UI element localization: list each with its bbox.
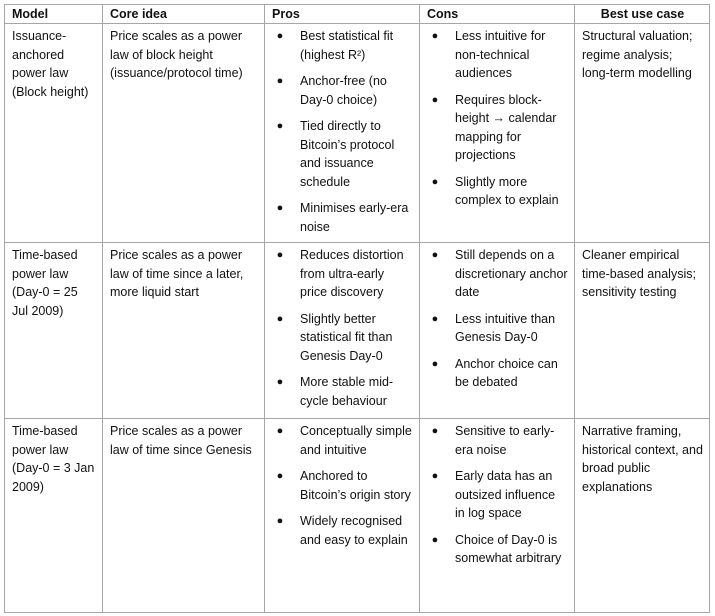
best-use-case-cell: Narrative framing, historical context, and broad public explanations [575, 419, 710, 613]
best-use-case-cell: Structural valuation; regime analysis; long-term modelling [575, 24, 710, 243]
pros-cell [265, 24, 420, 243]
list-item [272, 422, 413, 459]
cons-cell [420, 243, 575, 419]
table-row [5, 243, 710, 419]
list-item [272, 373, 413, 410]
model-cell: Issuance-anchored power law (Block height) [5, 24, 103, 243]
con-text: Choice of Day-0 is somewhat arbitrary [455, 532, 562, 565]
bullet-icon: ● [431, 357, 439, 370]
list-item [272, 467, 413, 504]
bullet-icon: ● [431, 312, 439, 325]
bullet-icon: ● [431, 533, 439, 546]
con-text: Still depends on a discretionary anchor date [455, 248, 568, 299]
header-core-idea: Core idea [103, 5, 265, 24]
pros-list [272, 27, 413, 236]
core-idea-cell: Price scales as a power law of time since Genesis [103, 419, 265, 613]
pros-cell [265, 419, 420, 613]
pro-text: Widely recognised and easy to explain [300, 514, 408, 547]
model-cell: Time-based power law (Day-0 = 25 Jul 2009) [5, 243, 103, 419]
pro-text: Slightly better statistical fit than Genesis Day-0 [300, 311, 393, 363]
con-text: Early data has an outsized influence in log space [455, 469, 556, 520]
pro-text: Conceptually simple and intuitive [300, 424, 412, 457]
bullet-icon: ● [431, 175, 439, 188]
core-idea-cell: Price scales as a power law of block height (issuance/protocol time) [103, 24, 265, 243]
list-item [427, 310, 568, 347]
list-item [427, 91, 568, 165]
bullet-icon: ● [431, 30, 439, 42]
list-item [427, 246, 568, 302]
cons-cell [420, 419, 575, 613]
list-item [272, 117, 413, 191]
list-item [427, 467, 568, 523]
pro-text: Reduces distortion from ultra-early price discovery [300, 248, 404, 299]
model-cell: Time-based power law (Day-0 = 3 Jan 2009) [5, 419, 103, 613]
core-idea-cell: Price scales as a power law of time since a later, more liquid start [103, 243, 265, 419]
table-row [5, 419, 710, 613]
cons-cell [420, 24, 575, 243]
pro-text: Best statistical fit (highest R²) [300, 29, 394, 62]
bullet-icon: ● [276, 376, 284, 388]
bullet-icon: ● [276, 75, 284, 87]
con-text: Requires block-height → calendar mapping for projections [455, 92, 557, 162]
con-text: Anchor choice can be debated [455, 356, 558, 389]
bullet-icon: ● [431, 249, 439, 261]
con-text: Less intuitive than Genesis Day-0 [455, 311, 556, 344]
bullet-icon: ● [276, 515, 284, 527]
cons-list [427, 246, 568, 392]
bullet-icon: ● [276, 249, 284, 261]
con-text: Slightly more complex to explain [455, 174, 559, 207]
bullet-icon: ● [431, 470, 439, 482]
best-use-case-cell: Cleaner empirical time-based analysis; sensitivity testing [575, 243, 710, 419]
pro-text: Anchored to Bitcoin’s origin story [300, 469, 411, 502]
pro-text: More stable mid-cycle behaviour [300, 375, 394, 408]
pros-list [272, 422, 413, 549]
list-item [427, 355, 568, 392]
cons-list [427, 422, 568, 568]
bullet-icon: ● [276, 470, 284, 482]
bullet-icon: ● [276, 312, 284, 325]
bullet-icon: ● [276, 425, 284, 437]
list-item [272, 199, 413, 236]
list-item [272, 512, 413, 549]
header-model: Model [5, 5, 103, 24]
pro-text: Tied directly to Bitcoin’s protocol and issuance schedule [300, 119, 395, 189]
header-cons: Cons [420, 5, 575, 24]
list-item [427, 422, 568, 459]
con-text: Sensitive to early-era noise [455, 424, 555, 457]
header-pros: Pros [265, 5, 420, 24]
list-item [272, 72, 413, 109]
bullet-icon: ● [276, 202, 284, 214]
list-item [427, 531, 568, 568]
list-item [427, 173, 568, 210]
list-item [427, 27, 568, 83]
header-row [5, 5, 710, 24]
pro-text: Anchor-free (no Day-0 choice) [300, 74, 387, 107]
pros-cell [265, 243, 420, 419]
header-best-use-case: Best use case [575, 5, 710, 24]
bullet-icon: ● [431, 425, 439, 437]
bullet-icon: ● [276, 30, 284, 42]
bullet-icon: ● [276, 120, 284, 132]
pros-list [272, 246, 413, 410]
list-item [272, 310, 413, 366]
list-item [272, 246, 413, 302]
table-row [5, 24, 710, 243]
pro-text: Minimises early-era noise [300, 201, 409, 234]
list-item [272, 27, 413, 64]
comparison-table [4, 4, 710, 613]
bullet-icon: ● [431, 93, 439, 106]
cons-list [427, 27, 568, 210]
con-text: Less intuitive for non-technical audiences [455, 29, 546, 80]
